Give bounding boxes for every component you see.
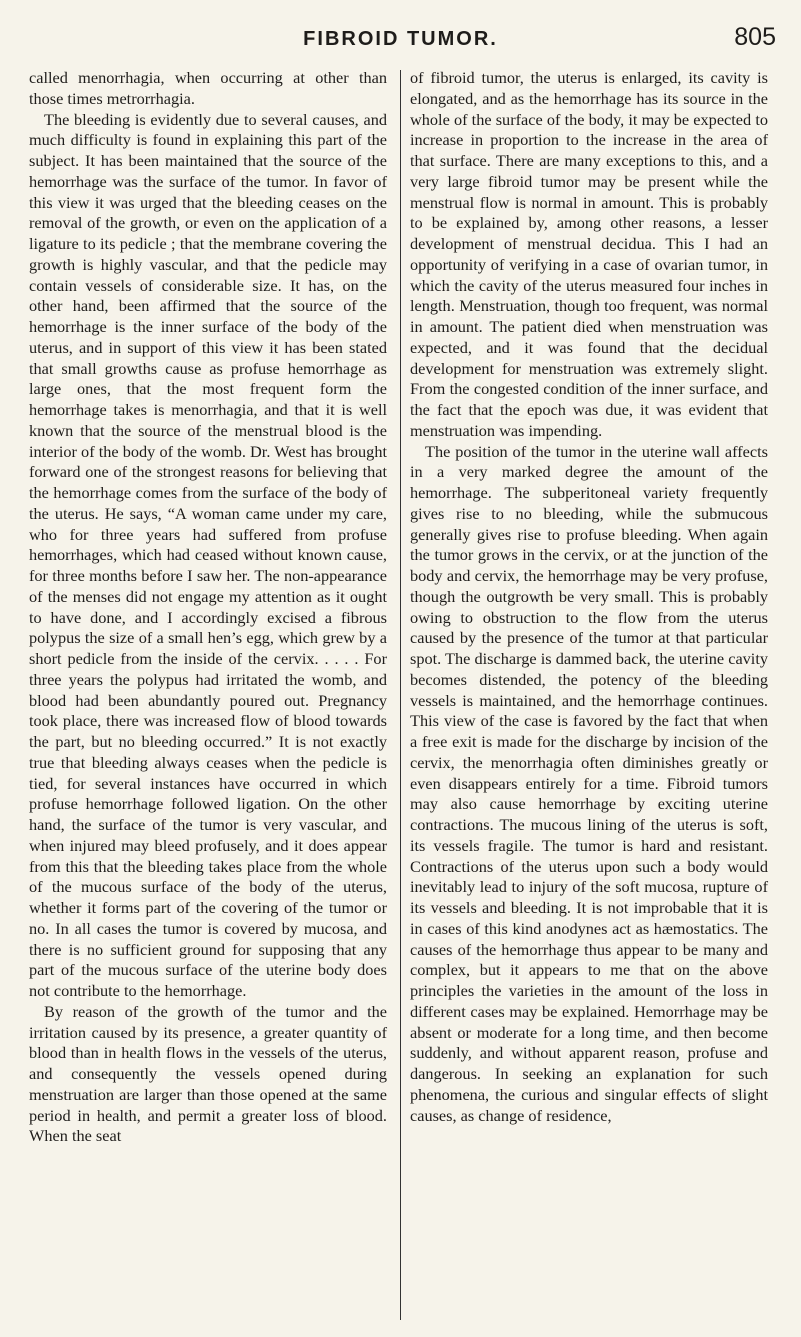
running-header-title: FIBROID TUMOR.: [303, 28, 498, 50]
left-text-column: [29, 68, 387, 1147]
page-number: 805: [734, 23, 776, 51]
paragraph: of fibroid tumor, the uterus is enlarged, its cavity is elongated, and as the hemorrhage has its source in the whole of the surface of the body, it may be expected to increase in proportion to the increase in the area of that surface. There are many exceptions to this, and a very large fibroid tumor may be present while the menstrual flow is normal in amount. This is probably to be explained by, among other reasons, a lesser development of menstrual decidua. This I had an opportunity of verifying in a case of ovarian tumor, in which the cavity of the uterus measured four inches in length. Menstruation, though too frequent, was normal in amount. The patient died when menstruation was expected, and it was found that the decidual development for menstruation was extremely slight. From the congested condition of the inner surface, and the fact that the epoch was due, it was evident that menstruation was impending.: [410, 68, 768, 440]
paragraph: By reason of the growth of the tumor and the irritation caused by its presence, a greater quantity of blood than in health flows in the vessels of the uterus, and consequently the vessels opened during menstruation are larger than those opened at the same period in health, and permit a greater loss of blood. When the seat: [29, 1001, 387, 1146]
right-text-column: [410, 68, 768, 1126]
paragraph: The position of the tumor in the uterine wall affects in a very marked degree the amount of the hemorrhage. The subperitoneal variety frequently gives rise to no bleeding, while the submucous generally gives rise to profuse bleeding. When again the tumor grows in the cervix, or at the junction of the body and cervix, the hemorrhage may be very profuse, though the outgrowth be very small. This is probably owing to obstruction to the flow from the uterus caused by the presence of the tumor at that particular spot. The discharge is dammed back, the uterine cavity becomes distended, the potency of the bleeding vessels is maintained, and the hemorrhage continues. This view of the case is favored by the fact that when a free exit is made for the discharge by incision of the cervix, the menorrhagia often diminishes greatly or even disappears entirely for a time. Fibroid tumors may also cause hemorrhage by exciting uterine contractions. The mucous lining of the uterus is soft, its vessels fragile. The tumor is hard and resistant. Contractions of the uterus upon such a body would inevitably lead to injury of the soft mucosa, rupture of its vessels and bleeding. It is not improbable that it is in cases of this kind anodynes act as hæmostatics. The causes of the hemorrhage thus appear to be many and complex, but it appears to me that on the above principles the varieties in the amount of the loss in different cases may be explained. Hemorrhage may be absent or moderate for a long time, and then become suddenly, and without apparent reason, profuse and dangerous. In seeking an explanation for such phenomena, the curious and singular effects of slight causes, as change of residence,: [410, 441, 768, 1125]
paragraph: called menorrhagia, when occurring at other than those times metrorrhagia.: [29, 68, 387, 108]
column-divider: [400, 70, 401, 1320]
paragraph: The bleeding is evidently due to several causes, and much difficulty is found in explaining this part of the subject. It has been maintained that the source of the hemorrhage was the surface of the tumor. In favor of this view it was urged that the bleeding ceases on the removal of the growth, or even on the application of a ligature to its pedicle ; that the membrane covering the growth is highly vascular, and that the pedicle may contain vessels of considerable size. It has, on the other hand, been affirmed that the source of the hemorrhage is the inner surface of the body of the uterus, and in support of this view it has been stated that small growths cause as profuse hemorrhage as large ones, that the most frequent form the hemorrhage takes is menorrhagia, and that it is well known that the source of the menstrual blood is the interior of the body of the womb. Dr. West has brought forward one of the strongest reasons for believing that the hemorrhage comes from the surface of the body of the uterus. He says, “A woman came under my care, who for three years had suffered from profuse hemorrhages, which had ceased without known cause, for three months before I saw her. The non-appearance of the menses did not engage my attention as it ought to have done, and I accordingly excised a fibrous polypus the size of a small hen’s egg, which grew by a short pedicle from the inside of the cervix. . . . . For three years the polypus had irritated the womb, and blood had been abundantly poured out. Pregnancy took place, there was increased flow of blood towards the part, but no bleeding occurred.” It is not exactly true that bleeding always ceases when the pedicle is tied, for several instances have occurred in which profuse hemorrhage followed ligation. On the other hand, the surface of the tumor is very vascular, and when injured may bleed profusely, and it does appear from this that the bleeding takes place from the whole of the mucous surface of the body of the uterus, whether it forms part of the covering of the tumor or no. In all cases the tumor is covered by mucosa, and there is no sufficient ground for supposing that any part of the mucous surface of the uterine body does not contribute to the hemorrhage.: [29, 109, 387, 1000]
